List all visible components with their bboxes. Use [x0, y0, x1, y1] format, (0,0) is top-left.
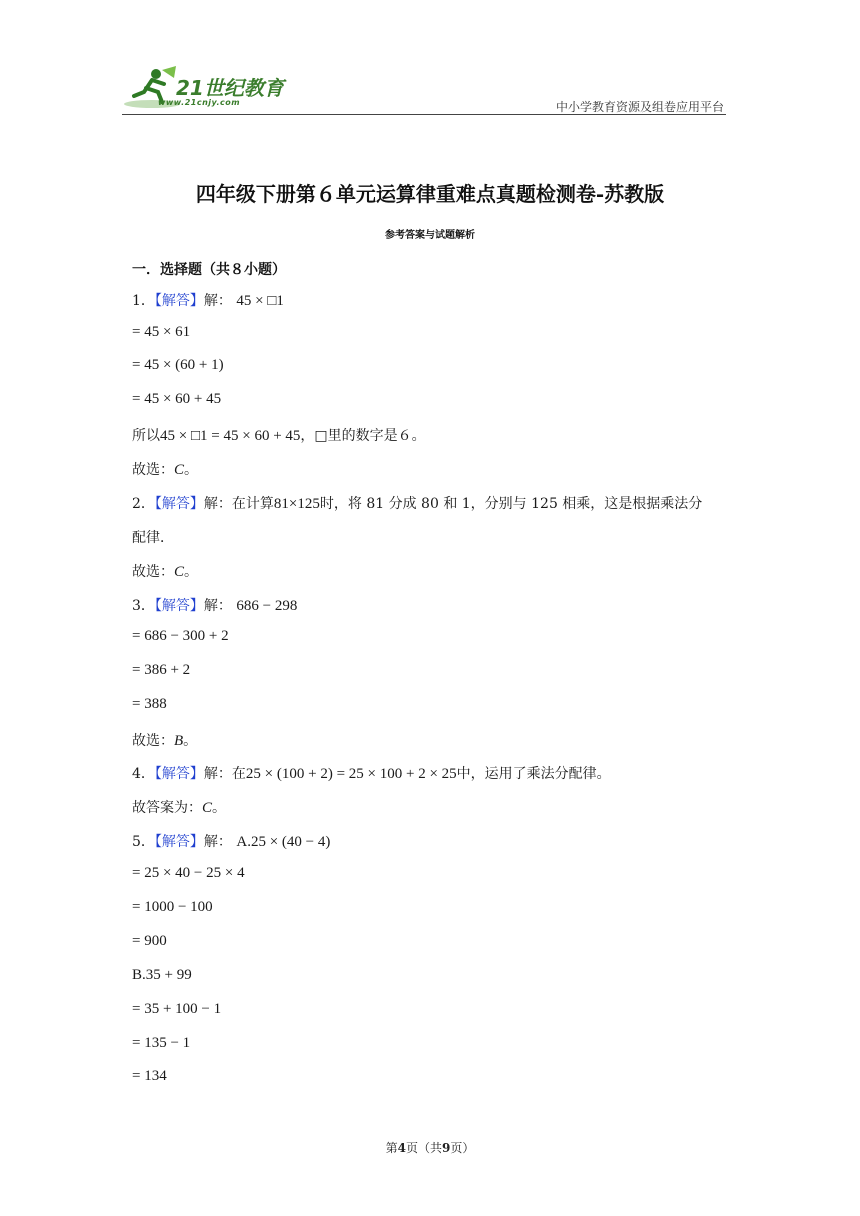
q2-choice-letter: C [174, 564, 185, 580]
q4-choice-letter: C [202, 800, 213, 816]
q3-choice-letter: B [174, 733, 184, 749]
q5-header [132, 831, 330, 851]
q3-number: 3． [132, 598, 155, 614]
q1-conclusion-expr: 45 × □1 = 45 × 60 + 45 [160, 428, 301, 444]
q5-step-3: = 900 [132, 933, 167, 949]
q5-step-2: = 1000 − 100 [132, 899, 213, 915]
header-divider [122, 114, 726, 115]
q4-text-b: 中，运用了乘法分配律。 [456, 766, 611, 782]
q1-step-2: = 45 × (60 + 1) [132, 357, 224, 373]
q5-step-4: = 35 + 100 − 1 [132, 1001, 222, 1017]
page-subtitle: 参考答案与试题解析 [385, 230, 475, 241]
q2-expression: 81×125 [273, 496, 320, 512]
page-footer [0, 1139, 860, 1156]
q2-text-b: 时，将 81 分成 80 和 1，分别与 125 相乘，这是根据乘法分 [319, 496, 703, 512]
logo-url: www.21cnjy.com [158, 98, 241, 107]
q1-conclusion-a: 所以 [132, 428, 160, 444]
q4-number: 4． [132, 766, 155, 782]
q5-step-6: = 134 [132, 1068, 167, 1084]
q4-answer-tag: 【解答】 [154, 766, 204, 782]
q5-answer-tag: 【解答】 [154, 834, 204, 850]
section-heading: 一．选择题（共８小题） [132, 262, 286, 278]
q4-choice-label: 故答案为： [132, 800, 202, 816]
q5-option-b: B.35 + 99 [132, 967, 192, 983]
q5-number: 5． [132, 834, 155, 850]
q1-choice-end: 。 [184, 462, 199, 478]
q4-choice-end: 。 [212, 800, 227, 816]
footer-total: 9 [442, 1141, 451, 1155]
q2-text-a: 解：在计算 [203, 496, 274, 512]
q1-number: 1． [132, 293, 155, 309]
q3-step-2: = 386 + 2 [132, 662, 191, 678]
page-header [122, 66, 726, 118]
q3-jie: 解： [203, 598, 232, 614]
q4-choice [132, 797, 226, 817]
q4-text-a: 解：在 [203, 766, 246, 782]
q3-header [132, 595, 297, 615]
logo-text: 21世纪教育 [176, 76, 284, 100]
q2-answer-tag: 【解答】 [154, 496, 204, 512]
q4-expression: 25 × (100 + 2) = 25 × 100 + 2 × 25 [245, 766, 457, 782]
q1-step-3: = 45 × 60 + 45 [132, 391, 222, 407]
q1-expression: 45 × □1 [236, 293, 284, 309]
q2-choice-end: 。 [184, 564, 199, 580]
q2-number: 2． [132, 496, 155, 512]
q5-jie: 解： [203, 834, 232, 850]
q3-step-3: = 388 [132, 696, 167, 712]
q3-choice-label: 故选： [132, 733, 174, 749]
q3-choice-end: 。 [183, 733, 198, 749]
platform-name: 中小学教育资源及组卷应用平台 [555, 100, 724, 114]
q1-conclusion-b: ，□里的数字是６。 [300, 428, 426, 444]
footer-b: 页（共 [405, 1141, 442, 1155]
q1-choice-label: 故选： [132, 462, 174, 478]
footer-c: 页） [450, 1141, 475, 1155]
q1-choice [132, 459, 198, 479]
q3-expression: 686 − 298 [236, 598, 298, 614]
q1-conclusion [132, 425, 426, 445]
q4-header [132, 763, 611, 783]
q3-step-1: = 686 − 300 + 2 [132, 628, 229, 644]
q5-step-5: = 135 − 1 [132, 1035, 191, 1051]
q2-choice [132, 561, 198, 581]
q5-expression: A.25 × (40 − 4) [236, 834, 331, 850]
q1-answer-tag: 【解答】 [154, 293, 204, 309]
q3-answer-tag: 【解答】 [154, 598, 204, 614]
q2-choice-label: 故选： [132, 564, 174, 580]
logo [122, 66, 292, 114]
footer-a: 第 [385, 1141, 398, 1155]
q1-jie: 解： [203, 293, 232, 309]
q1-step-1: = 45 × 61 [132, 324, 191, 340]
q1-choice-letter: C [174, 462, 185, 478]
footer-page: 4 [397, 1141, 406, 1155]
q5-step-1: = 25 × 40 − 25 × 4 [132, 865, 245, 881]
q2-text-c: 配律． [132, 530, 174, 546]
q1-header [132, 290, 284, 310]
q2-header [132, 493, 702, 513]
page-title: 四年级下册第６单元运算律重难点真题检测卷-苏教版 [195, 182, 665, 206]
q3-choice [132, 730, 197, 750]
